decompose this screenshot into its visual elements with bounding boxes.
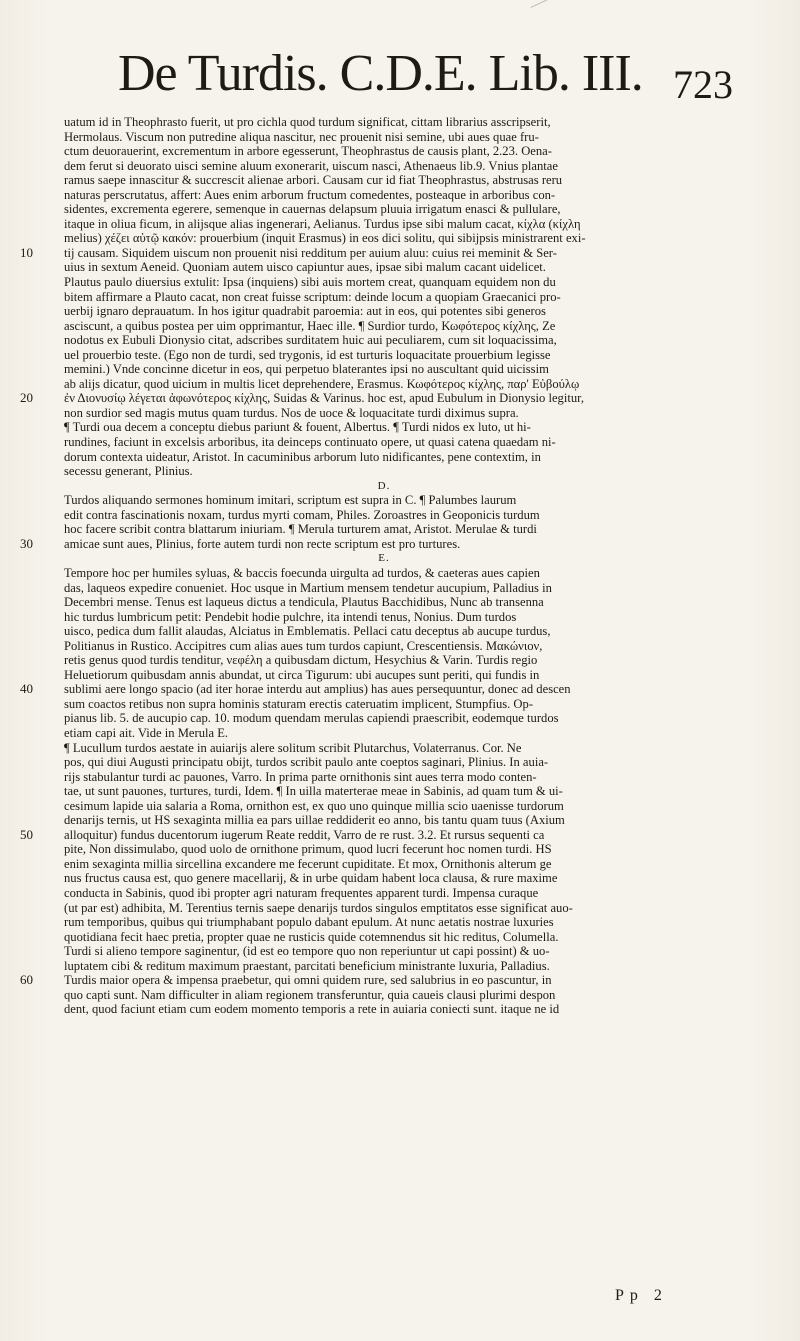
text-line: uatum id in Theophrasto fuerit, ut pro cichla quod turdum significat, cittam librarius asscripserit, — [64, 115, 551, 129]
text-line-content: alloquitur) fundus ducentorum iugerum Reate reddit, Varro de re rust. 3.2. Et rursus sequenti ca — [64, 827, 545, 842]
text-line: rum temporibus, quibus qui triumphabant populo dabant epulum. At nunc aetatis nostrae luxuries — [64, 915, 554, 930]
text-line: ¶ Lucullum turdos aestate in auiarijs alere solitum scribit Plutarchus, Volaterranus. Cor. Ne — [64, 740, 522, 755]
text-line: nodotus ex Eubuli Dionysio citat, adscribes surditatem huic aui peculiarem, cum sit loquacissima, — [64, 333, 557, 348]
text-block — [20, 115, 704, 1017]
text-line: (ut par est) adhibita, M. Terentius ternis saepe denarijs turdos singulos emptitatos esse significat auo- — [64, 900, 573, 915]
text-line: ¶ Turdi oua decem a conceptu diebus pariunt & fouent, Albertus. ¶ Turdi nidos ex luto, ut hi- — [64, 420, 531, 435]
text-line: retis genus quod turdis tenditur, νεφέλη a quibusdam dictum, Hesychius & Varin. Turdis regio — [64, 653, 538, 668]
text-line: rijs stabulantur turdi ac pauones, Varro. In prima parte ornithonis sint aues terra modo conten- — [64, 769, 537, 784]
text-line: hic turdus lumbricum petit: Pendebit hodie pulchre, ita intendi tenus, Nonius. Dum turdos — [64, 609, 517, 624]
line-number: 30 — [20, 535, 33, 551]
text-line — [20, 244, 704, 261]
text-line — [20, 826, 704, 843]
text-line — [20, 390, 704, 406]
text-line: pite, Non dissimulabo, quod uolo de ornithone primum, quod lucri fecerunt hoc nomen turdi. HS — [64, 842, 552, 857]
text-line: ramus saepe innascitur & succrescit alienae arbori. Causam cur id fiat Theophrastus, abstrusas reru — [64, 173, 563, 188]
text-line: Decembri mense. Tenus est laqueus dictus a tendicula, Plautus Bacchidibus, Nunc ab transenna — [64, 595, 544, 610]
section-marker-d: D. — [377, 479, 391, 492]
paragraph-d — [20, 493, 704, 551]
text-line: cesimum lapide uia salaria a Roma, ornithon est, ex quo uno quinque millia scio uaenisse turdorum — [64, 798, 564, 813]
text-line: melius) χέζει αὑτῷ κακόν: prouerbium (inquit Erasmus) in eos dici solitu, qui sibijpsis ministrarent exi- — [64, 231, 586, 246]
text-line-content: Turdis maior opera & impensa praebetur, qui omni quidem rure, sed salubrius in eo pascuntur, in — [64, 973, 552, 988]
line-number: 50 — [20, 826, 33, 842]
text-line: pos, qui diui Augusti principatu obijt, turdos scribit paulo ante coeptos saginari, Plinius. In auia- — [64, 755, 549, 770]
text-line-content: ἐν Διονυσίῳ λέγεται ἀφωνότερος κίχλης, Suidas & Varinus. hoc est, apud Eubulum in Dionysio legitur, — [64, 391, 584, 406]
text-line: Turdi si alieno tempore saginentur, (id est eo tempore quo non reperiuntur ut capi possint) & uo- — [64, 944, 550, 959]
text-line: itaque in oliua ficum, in alijsque alias ingenerari, Aelianus. Turdus ipse sibi malum cacat, κίχλα (κίχλη — [64, 216, 581, 231]
text-line — [20, 535, 704, 552]
paragraph-c — [20, 115, 704, 479]
page-corner-mark — [531, 0, 564, 19]
text-line: Heluetiorum quibusdam annis abundat, ut circa Tigurum: ubi aucupes sunt periti, qui fundis in — [64, 667, 540, 682]
text-line: edit contra fascinationis noxam, turdus myrti comam, Philes. Zoroastres in Geoponicis turdum — [64, 507, 540, 522]
text-line: luptatem cibi & reditum maximum praestant, parcitati beneficium ministrante luxuria, Palladius. — [64, 958, 550, 973]
text-line: dent, quod faciunt etiam cum eodem momento temporis a rete in auiaria coniecti sunt. itaque ne id — [64, 1002, 560, 1017]
text-line: uel prouerbio teste. (Ego non de turdi, sed trygonis, id est turturis loquacitate prouerbium legisse — [64, 347, 551, 362]
text-line-content: amicae sunt aues, Plinius, forte autem turdi non recte scriptum est pro turtures. — [64, 536, 461, 551]
line-number: 10 — [20, 244, 33, 260]
text-line — [20, 972, 704, 988]
running-head: De Turdis. C.D.E. Lib. III. — [118, 45, 643, 102]
line-number: 60 — [20, 972, 33, 988]
text-line: uisco, pedica dum fallit alaudas, Alciatus in Emblematis. Pellaci catu deceptus ab aucupe turdus, — [64, 624, 551, 639]
text-line: denarijs ternis, ut HS sexaginta millia ea pars uillae reddiderit eo anno, bis tantu quam tuus (Axium — [64, 813, 565, 828]
text-line: naturas perscrutatus, affert: Aues enim arborum fructum comedentes, posteaque in arboribus con- — [64, 187, 556, 202]
text-line-content: sublimi aere longo spacio (ad iter horae interdu aut amplius) has aues persequuntur, donec ad descen — [64, 682, 571, 697]
text-line: dem ferut si deuorato uisci semine aluum exonerarit, uiscum nasci, Athenaeus lib.9. Vnius plantae — [64, 158, 558, 173]
text-line: secessu generant, Plinius. — [64, 464, 193, 479]
signature-mark: Pp 2 — [615, 1287, 668, 1304]
text-line: Plautus paulo diuersius extulit: Ipsa (inquiens) sibi auis mortem creat, quanquam equidem non du — [64, 275, 556, 290]
text-line: rundines, faciunt in excelsis arboribus, ita deinceps continuato opere, ut quasi catena quaedam ni- — [64, 435, 556, 450]
text-line: etiam capi ait. Vide in Merula E. — [64, 725, 229, 740]
text-line: dorum contexta uideatur, Aristot. In cacuminibus arborum luto nidificantes, pene contextim, in — [64, 449, 541, 464]
text-line: nus fructus causa est, quo genere macellarij, & in urbe quidam habent loca clausa, & rure maxime — [64, 871, 558, 886]
text-line: memini.) Vnde concinne dicetur in eos, qui perpetuo blaterantes ipsi no auscultant quid uicissim — [64, 362, 549, 377]
text-line: enim sexaginta millia sircellina excandere me fecerunt cupiditate. Et mox, Ornithonis alterum ge — [64, 856, 552, 871]
page-number: 723 — [673, 62, 733, 107]
text-line: Politianus in Rustico. Accipitres cum alias aues tum turdos capiunt, Crescentiensis. Μακώνιον, — [64, 638, 543, 653]
text-line: quo capti sunt. Nam difficulter in aliam regionem transferuntur, quia caueis clausi plurimi despon — [64, 987, 556, 1002]
text-line-content: tij causam. Siquidem uiscum non prouenit nisi redditum per auium aluu: cuius rei meminit & Ser- — [64, 245, 557, 260]
text-line: Hermolaus. Viscum non putredine aliqua nascitur, nec prouenit nisi semine, ubi aues quae fru- — [64, 129, 539, 144]
text-line: uerbij ignaro deprauatum. In hos igitur quadrabit paroemia: aut in eos, qui potentes sibi generos — [64, 304, 546, 319]
text-line: sum coactos retibus non supra hominis staturam erectis cateruatim implicent, Stumpfius. Op- — [64, 696, 534, 711]
text-line: ctum deuorauerint, excrementum in arbore egesserunt, Theophrastus de causis plant, 2.23. Oena- — [64, 144, 552, 159]
text-line: ab alijs dicatur, quod uicium in multis licet deprehendere, Erasmus. Κωφότερος κίχλης, παρ' Εὐβούλῳ — [64, 376, 580, 391]
page-header — [0, 40, 800, 110]
text-line: bitem affirmare a Plauto cacat, non creat fuisse scriptum: deinde locum a quopiam Graecanici pro- — [64, 289, 561, 304]
text-line: conducta in Sabinis, quod ibi propter agri naturam frequentes apparent turdi. Impensa curaque — [64, 885, 539, 900]
text-line: uius in sextum Aeneid. Quoniam autem uisco capiuntur aues, ipsae sibi malum cacant uidelicet. — [64, 260, 546, 275]
text-line: non surdior sed magis mutus quam turdus. Nos de uoce & loquacitate turdi diximus supra. — [64, 405, 519, 420]
section-marker-e: E. — [378, 552, 390, 565]
text-line: Turdos aliquando sermones hominum imitari, scriptum est supra in C. ¶ Palumbes laurum — [64, 493, 517, 508]
text-line: asciscunt, a quibus postea per uim opprimantur, Haec ille. ¶ Surdior turdo, Κωφότερος κίχλης, Ze — [64, 318, 556, 333]
text-line: quotidiana fecit haec pretia, propter quae ne rusticis quide cotemnendus sit hic reditus, Columella. — [64, 929, 559, 944]
line-number: 20 — [20, 390, 33, 406]
text-line: Tempore hoc per humiles syluas, & baccis foecunda uirgulta ad turdos, & caeteras aues capien — [64, 565, 540, 580]
text-line: hoc facere scribit contra blattarum iniuriam. ¶ Merula turturem amat, Aristot. Merulae & turdi — [64, 522, 537, 537]
paragraph-e — [20, 565, 704, 1017]
text-line — [20, 681, 704, 697]
text-line: sidentes, excrementa egerere, semenque in cauernas delapsum pluuia irrigatum enasci & pullulare, — [64, 202, 561, 217]
text-line: tae, ut sunt pauones, turtures, turdi, Idem. ¶ In uilla materterae meae in Sabinis, ad quam tum & ui- — [64, 784, 563, 799]
text-line: pianus lib. 5. de aucupio cap. 10. modum quendam merulas capiendi praescribit, eodemque turdos — [64, 711, 559, 726]
text-line: das, laqueos expedire conueniet. Hoc usque in Martium mensem tendetur aucupium, Palladius in — [64, 580, 552, 595]
line-number: 40 — [20, 681, 33, 697]
